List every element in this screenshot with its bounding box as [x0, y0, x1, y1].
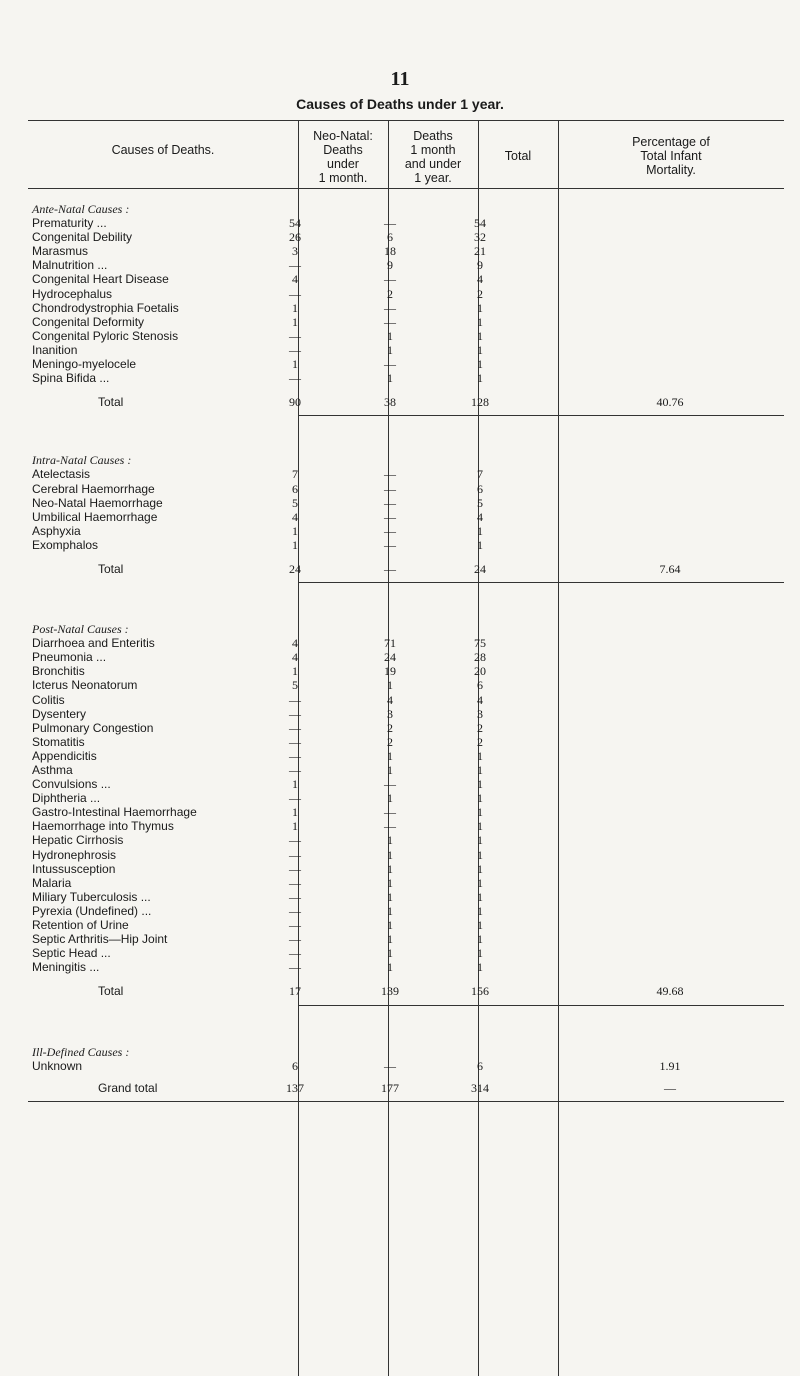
row-spacer: [0, 1073, 800, 1081]
row-spacer: [0, 415, 800, 453]
neonatal-total: 137: [286, 1080, 304, 1095]
neonatal-value: 7: [292, 467, 298, 482]
cause-label: Stomatitis: [32, 734, 85, 749]
later-value: 2: [387, 720, 393, 735]
later-value: —: [384, 537, 396, 552]
later-value: 1: [387, 342, 393, 357]
total-value: 7: [477, 467, 483, 482]
table-row: [0, 538, 800, 552]
neonatal-value: —: [289, 692, 301, 707]
total-value: 1: [477, 932, 483, 947]
total-value: 1: [477, 903, 483, 918]
table-row: [0, 664, 800, 678]
neonatal-value: 1: [292, 357, 298, 372]
page-title: Causes of Deaths under 1 year.: [296, 96, 504, 112]
total-value: 1: [477, 805, 483, 820]
cause-label: Meningo-myelocele: [32, 357, 137, 372]
neonatal-value: —: [289, 833, 301, 848]
table-row: [0, 524, 800, 538]
table-row: [0, 890, 800, 904]
neonatal-value: —: [289, 861, 301, 876]
table-row: [0, 287, 800, 301]
cause-label: Pulmonary Congestion: [32, 720, 154, 735]
table-row: [0, 636, 800, 650]
table-row: [0, 763, 800, 777]
percentage-value: 1.91: [659, 1058, 681, 1073]
header-cause: Causes of Deaths.: [111, 143, 215, 157]
later-total: 177: [381, 1080, 399, 1095]
later-total: —: [384, 561, 396, 576]
later-value: —: [384, 467, 396, 482]
cause-label: Congenital Deformity: [32, 314, 145, 329]
later-value: 1: [387, 763, 393, 777]
neonatal-value: 6: [292, 481, 298, 496]
total-label: Total: [98, 561, 124, 576]
row-spacer: [0, 188, 800, 202]
total-value: 3: [477, 706, 483, 721]
total-value: 1: [477, 918, 483, 933]
table-row: [0, 329, 800, 343]
row-spacer: [0, 1005, 800, 1045]
table-row: [0, 1059, 800, 1073]
cause-label: Hydronephrosis: [32, 847, 117, 862]
table-row: [0, 777, 800, 791]
total-value: 5: [477, 495, 483, 510]
total-value: 1: [477, 328, 483, 343]
neonatal-value: —: [289, 903, 301, 918]
neonatal-value: 4: [292, 272, 298, 287]
total-value: 1: [477, 537, 483, 552]
neonatal-value: —: [289, 889, 301, 904]
table-row: [0, 482, 800, 496]
total-value: 1: [477, 889, 483, 904]
later-value: —: [384, 481, 396, 496]
later-value: 2: [387, 734, 393, 749]
neonatal-value: —: [289, 258, 301, 273]
cause-label: Retention of Urine: [32, 918, 129, 933]
neonatal-value: 1: [292, 777, 298, 792]
row-spacer: [0, 974, 800, 984]
later-value: 1: [387, 371, 393, 386]
neonatal-value: —: [289, 763, 301, 777]
total-value: 54: [474, 216, 486, 231]
section-total-row: [0, 395, 800, 409]
later-value: 1: [387, 918, 393, 933]
header-neonatal-line: Deaths: [323, 143, 363, 157]
total-value: 1: [477, 357, 483, 372]
cause-label: Colitis: [32, 692, 65, 707]
later-value: 1: [387, 861, 393, 876]
total-value: 1: [477, 342, 483, 357]
header-percentage: [558, 135, 784, 177]
table-row: [0, 960, 800, 974]
total-label: Total: [98, 395, 124, 410]
table-row: [0, 258, 800, 272]
section-heading-label: Intra-Natal Causes :: [32, 453, 132, 468]
neonatal-value: —: [289, 371, 301, 386]
later-value: 1: [387, 833, 393, 848]
total-value: 6: [477, 481, 483, 496]
cause-label: Gastro-Intestinal Haemorrhage: [32, 805, 197, 820]
later-value: —: [384, 523, 396, 538]
later-value: 1: [387, 946, 393, 961]
cause-label: Marasmus: [32, 244, 89, 259]
rule-line: [28, 1101, 784, 1102]
table-row: [0, 791, 800, 805]
header-neonatal-line: under: [327, 157, 359, 171]
cause-label: Hepatic Cirrhosis: [32, 833, 124, 848]
table-row: [0, 819, 800, 833]
table-row: [0, 371, 800, 385]
cause-label: Cerebral Haemorrhage: [32, 481, 155, 496]
total-total: 128: [471, 395, 489, 410]
table-row: [0, 876, 800, 890]
neonatal-value: 1: [292, 819, 298, 834]
total-value: 28: [474, 650, 486, 665]
total-value: 1: [477, 763, 483, 777]
total-value: 1: [477, 300, 483, 315]
total-value: 2: [477, 734, 483, 749]
total-value: 4: [477, 692, 483, 707]
percentage-total: —: [664, 1080, 676, 1095]
header-total: Total: [504, 149, 532, 163]
cause-label: Pyrexia (Undefined) ...: [32, 903, 152, 918]
table-row: [0, 496, 800, 510]
later-value: —: [384, 509, 396, 524]
neonatal-total: 24: [289, 561, 301, 576]
later-total: 38: [384, 395, 396, 410]
total-label: Total: [98, 984, 124, 999]
cause-label: Pneumonia ...: [32, 650, 107, 665]
table-row: [0, 805, 800, 819]
later-value: —: [384, 357, 396, 372]
section-heading: [0, 202, 800, 216]
cause-label: Atelectasis: [32, 467, 91, 482]
neonatal-value: —: [289, 847, 301, 862]
cause-label: Meningitis ...: [32, 960, 100, 975]
total-value: 1: [477, 960, 483, 975]
table-row: [0, 932, 800, 946]
neonatal-value: —: [289, 932, 301, 947]
later-value: 71: [384, 636, 396, 651]
total-value: 2: [477, 720, 483, 735]
header-later-line: 1 month: [410, 143, 456, 157]
total-value: 1: [477, 875, 483, 890]
later-total: 139: [381, 984, 399, 999]
neonatal-value: —: [289, 734, 301, 749]
neonatal-value: 1: [292, 664, 298, 679]
table-row: [0, 230, 800, 244]
cause-label: Spina Bifida ...: [32, 371, 110, 386]
total-value: 1: [477, 861, 483, 876]
row-spacer: [0, 385, 800, 395]
table-row: [0, 918, 800, 932]
cause-label: Neo-Natal Haemorrhage: [32, 495, 163, 510]
total-value: 9: [477, 258, 483, 273]
neonatal-value: 3: [292, 244, 298, 259]
total-value: 20: [474, 664, 486, 679]
section-total-row: [0, 562, 800, 576]
table-row: [0, 707, 800, 721]
header-later: [388, 129, 478, 185]
table-row: [0, 749, 800, 763]
neonatal-total: 90: [289, 395, 301, 410]
neonatal-total: 17: [289, 984, 301, 999]
neonatal-value: —: [289, 720, 301, 735]
section-heading: [0, 622, 800, 636]
total-total: 24: [474, 561, 486, 576]
section-heading-label: Post-Natal Causes :: [32, 622, 129, 637]
neonatal-value: 4: [292, 636, 298, 651]
table-row: [0, 650, 800, 664]
later-value: —: [384, 314, 396, 329]
later-value: —: [384, 216, 396, 231]
neonatal-value: 1: [292, 300, 298, 315]
neonatal-value: —: [289, 706, 301, 721]
header-neonatal-line: Neo-Natal:: [313, 129, 373, 143]
neonatal-value: 1: [292, 537, 298, 552]
table-row: [0, 343, 800, 357]
table-row: [0, 357, 800, 371]
header-neonatal-line: 1 month.: [318, 171, 368, 185]
rule-line: [298, 1005, 784, 1006]
cause-label: Unknown: [32, 1058, 83, 1073]
cause-label: Congenital Heart Disease: [32, 272, 169, 287]
neonatal-value: —: [289, 918, 301, 933]
section-heading-label: Ill-Defined Causes :: [32, 1044, 130, 1059]
table-row: [0, 467, 800, 481]
neonatal-value: 5: [292, 678, 298, 693]
cause-label: Bronchitis: [32, 664, 85, 679]
later-value: 1: [387, 932, 393, 947]
cause-label: Septic Arthritis—Hip Joint: [32, 932, 168, 947]
table-row: [0, 678, 800, 692]
row-spacer: [0, 552, 800, 562]
cause-label: Malnutrition ...: [32, 258, 108, 273]
table-row: [0, 272, 800, 286]
cause-label: Asthma: [32, 763, 73, 777]
cause-label: Congenital Pyloric Stenosis: [32, 328, 179, 343]
header-later-line: and under: [404, 157, 462, 171]
total-value: 75: [474, 636, 486, 651]
total-value: 1: [477, 819, 483, 834]
table-row: [0, 315, 800, 329]
neonatal-value: —: [289, 286, 301, 301]
header-percentage-line: Percentage of: [632, 135, 710, 149]
cause-label: Haemorrhage into Thymus: [32, 819, 174, 834]
neonatal-value: —: [289, 960, 301, 975]
cause-label: Malaria: [32, 875, 72, 890]
total-value: 1: [477, 946, 483, 961]
neonatal-value: 54: [289, 216, 301, 231]
cause-label: Chondrodystrophia Foetalis: [32, 300, 179, 315]
later-value: 1: [387, 791, 393, 806]
cause-label: Intussusception: [32, 861, 116, 876]
table-row: [0, 216, 800, 230]
cause-label: Exomphalos: [32, 537, 99, 552]
total-value: 1: [477, 833, 483, 848]
cause-label: Asphyxia: [32, 523, 81, 538]
neonatal-value: 6: [292, 1058, 298, 1073]
table-row: [0, 301, 800, 315]
table-row: [0, 833, 800, 847]
neonatal-value: —: [289, 328, 301, 343]
later-value: 24: [384, 650, 396, 665]
page-number: 11: [390, 68, 410, 90]
total-value: 6: [477, 1058, 483, 1073]
table-row: [0, 721, 800, 735]
later-value: —: [384, 495, 396, 510]
later-value: 9: [387, 258, 393, 273]
cause-label: Congenital Debility: [32, 230, 133, 245]
header-neonatal: [298, 129, 388, 185]
later-value: 1: [387, 903, 393, 918]
later-value: 1: [387, 847, 393, 862]
neonatal-value: —: [289, 946, 301, 961]
total-value: 1: [477, 777, 483, 792]
total-value: 6: [477, 678, 483, 693]
later-value: 1: [387, 748, 393, 763]
neonatal-value: —: [289, 791, 301, 806]
later-value: 2: [387, 286, 393, 301]
section-heading: [0, 1045, 800, 1059]
neonatal-value: 26: [289, 230, 301, 245]
neonatal-value: —: [289, 748, 301, 763]
neonatal-value: —: [289, 875, 301, 890]
total-value: 1: [477, 314, 483, 329]
total-value: 1: [477, 791, 483, 806]
later-value: —: [384, 819, 396, 834]
table-body: [0, 188, 800, 1101]
table-row: [0, 735, 800, 749]
later-value: 1: [387, 875, 393, 890]
total-value: 4: [477, 272, 483, 287]
header-percentage-line: Mortality.: [646, 163, 696, 177]
total-label: Grand total: [98, 1080, 158, 1095]
cause-label: Diarrhoea and Enteritis: [32, 636, 155, 651]
later-value: 3: [387, 706, 393, 721]
neonatal-value: 4: [292, 650, 298, 665]
cause-label: Convulsions ...: [32, 777, 111, 792]
cause-label: Hydrocephalus: [32, 286, 113, 301]
later-value: —: [384, 272, 396, 287]
total-value: 1: [477, 523, 483, 538]
total-value: 1: [477, 847, 483, 862]
total-value: 21: [474, 244, 486, 259]
total-value: 32: [474, 230, 486, 245]
total-total: 156: [471, 984, 489, 999]
later-value: 1: [387, 328, 393, 343]
table-row: [0, 244, 800, 258]
total-total: 314: [471, 1080, 489, 1095]
table-row: [0, 693, 800, 707]
neonatal-value: 5: [292, 495, 298, 510]
cause-label: Miliary Tuberculosis ...: [32, 889, 151, 904]
percentage-total: 49.68: [656, 984, 684, 999]
later-value: 1: [387, 889, 393, 904]
later-value: —: [384, 1058, 396, 1073]
cause-label: Inanition: [32, 342, 78, 357]
neonatal-value: 4: [292, 509, 298, 524]
rule-line: [298, 415, 784, 416]
header-later-line: Deaths: [413, 129, 453, 143]
percentage-total: 40.76: [656, 395, 684, 410]
cause-label: Septic Head ...: [32, 946, 111, 961]
neonatal-value: 1: [292, 523, 298, 538]
table-row: [0, 946, 800, 960]
later-value: —: [384, 805, 396, 820]
total-value: 2: [477, 286, 483, 301]
later-value: —: [384, 300, 396, 315]
rule-line: [298, 582, 784, 583]
later-value: 4: [387, 692, 393, 707]
percentage-total: 7.64: [659, 561, 681, 576]
table-row: [0, 848, 800, 862]
row-spacer: [0, 582, 800, 622]
later-value: 1: [387, 678, 393, 693]
neonatal-value: 1: [292, 805, 298, 820]
header-percentage-line: Total Infant: [640, 149, 702, 163]
section-heading: [0, 453, 800, 467]
table-row: [0, 510, 800, 524]
cause-label: Icterus Neonatorum: [32, 678, 138, 693]
neonatal-value: —: [289, 342, 301, 357]
section-heading-label: Ante-Natal Causes :: [32, 202, 130, 216]
table-header: [0, 129, 800, 189]
later-value: 18: [384, 244, 396, 259]
neonatal-value: 1: [292, 314, 298, 329]
cause-label: Umbilical Haemorrhage: [32, 509, 158, 524]
grand-total-row: [0, 1081, 800, 1095]
cause-label: Appendicitis: [32, 748, 97, 763]
table-top-rule: [28, 120, 784, 121]
later-value: —: [384, 777, 396, 792]
later-value: 19: [384, 664, 396, 679]
cause-label: Diphtheria ...: [32, 791, 101, 806]
cause-label: Dysentery: [32, 706, 87, 721]
later-value: 1: [387, 960, 393, 975]
table-row: [0, 904, 800, 918]
total-value: 4: [477, 509, 483, 524]
total-value: 1: [477, 371, 483, 386]
cause-label: Prematurity ...: [32, 216, 107, 231]
later-value: 6: [387, 230, 393, 245]
header-later-line: 1 year.: [414, 171, 452, 185]
table-row: [0, 862, 800, 876]
total-value: 1: [477, 748, 483, 763]
section-total-row: [0, 984, 800, 998]
